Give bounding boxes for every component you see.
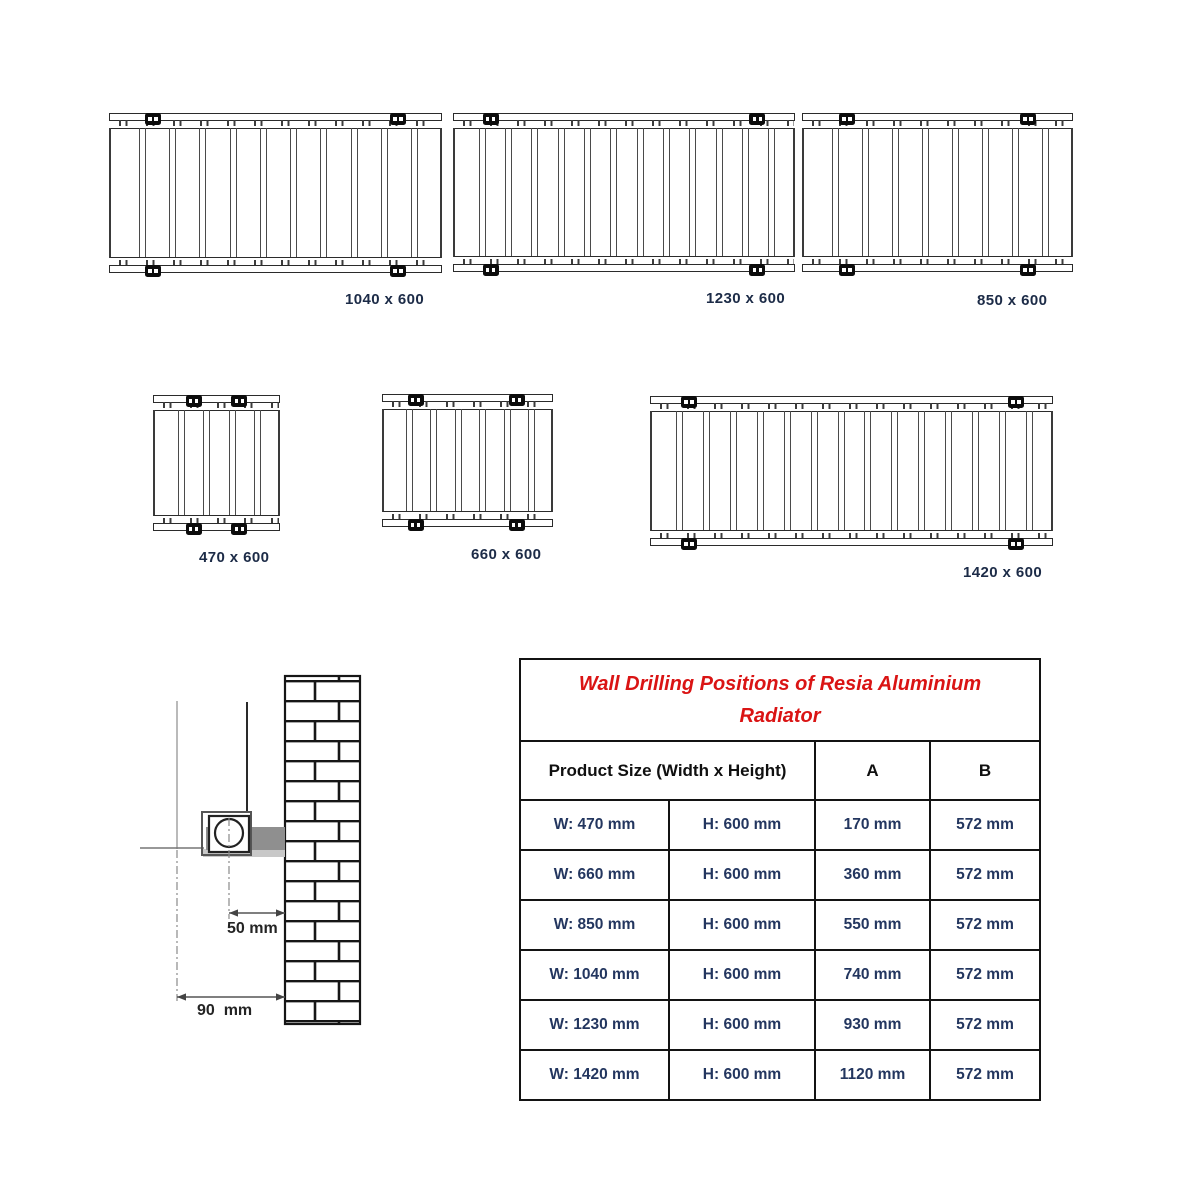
radiator-tube	[864, 411, 871, 531]
table-header-row	[521, 742, 1039, 801]
radiator-tube	[832, 128, 839, 257]
bracket-hole	[684, 542, 688, 546]
radiator-tube	[838, 411, 845, 531]
table-cell: H: 600 mm	[670, 851, 816, 899]
table-row	[521, 1001, 1039, 1051]
table-cell: 930 mm	[816, 1001, 931, 1049]
bracket-hole	[848, 117, 852, 121]
table-cell: 572 mm	[956, 866, 1014, 883]
bracket-hole	[235, 399, 239, 403]
bracket-hole	[154, 269, 158, 273]
table-cell: H: 600 mm	[670, 1001, 816, 1049]
bracket-hole	[189, 527, 193, 531]
radiator-tube	[381, 128, 388, 258]
table-cell: 572 mm	[956, 816, 1014, 833]
mounting-bracket-icon	[145, 113, 161, 125]
radiator-tube	[952, 128, 959, 257]
arrow-left-icon	[229, 909, 238, 916]
table-cell: 572 mm	[956, 1016, 1014, 1033]
table-row	[521, 951, 1039, 1001]
mounting-bracket-icon	[1020, 113, 1036, 125]
mounting-bracket-icon	[681, 538, 697, 550]
bracket-hole	[1023, 268, 1027, 272]
table-row	[521, 801, 1039, 851]
table-cell: W: 660 mm	[521, 851, 670, 899]
radiator-diagram-1420x600	[650, 396, 1053, 546]
radiator-tube	[290, 128, 297, 258]
col-header-b: B	[978, 760, 992, 780]
mounting-bracket-icon	[1008, 396, 1024, 408]
bracket-hole	[195, 527, 199, 531]
drilling-positions-table	[519, 658, 1041, 1101]
mounting-bracket-icon	[1008, 538, 1024, 550]
table-row	[521, 851, 1039, 901]
table-cell: W: 1040 mm	[521, 951, 670, 999]
bracket-hole	[399, 269, 403, 273]
tube-array	[650, 411, 1053, 531]
radiator-tube	[742, 128, 749, 257]
radiator-size-label: 1230 x 600	[706, 290, 786, 307]
bottom-header-pipe	[650, 538, 1053, 546]
bracket-hole	[518, 398, 522, 402]
bracket-hole	[753, 117, 757, 121]
mounting-bracket-icon	[681, 396, 697, 408]
bracket-hole	[195, 399, 199, 403]
bracket-hole	[393, 117, 397, 121]
tube-array	[382, 409, 553, 512]
bracket-hole	[848, 268, 852, 272]
radiator-diagram-850x600	[802, 113, 1073, 272]
bracket-hole	[417, 398, 421, 402]
mounting-bracket-icon	[231, 395, 247, 407]
table-cell: H: 600 mm	[670, 801, 816, 849]
radiator-size-label: 1040 x 600	[345, 291, 425, 308]
mounting-bracket-icon	[483, 264, 499, 276]
radiator-tube	[676, 411, 683, 531]
table-cell: 1120 mm	[816, 1051, 931, 1099]
table-cell: H: 600 mm	[670, 951, 816, 999]
table-cell: 572 mm	[956, 966, 1014, 983]
radiator-tube	[504, 409, 511, 512]
bracket-hole	[512, 523, 516, 527]
tube-array	[153, 410, 280, 516]
radiator-tube	[610, 128, 617, 257]
arrow-right-icon	[276, 993, 285, 1000]
mounting-bracket-icon	[483, 113, 499, 125]
bracket-hole	[1029, 117, 1033, 121]
bracket-hole	[492, 268, 496, 272]
radiator-size-label: 470 x 600	[199, 549, 270, 566]
mounting-bracket-icon	[186, 523, 202, 535]
radiator-tube	[918, 411, 925, 531]
bracket-hole	[753, 268, 757, 272]
table-row	[521, 1051, 1039, 1099]
mounting-bracket-icon	[390, 113, 406, 125]
radiator-tube	[892, 128, 899, 257]
table-cell: H: 600 mm	[670, 1051, 816, 1099]
tube-array	[109, 128, 442, 258]
radiator-tube	[703, 411, 710, 531]
table-cell: 572 mm	[956, 1066, 1014, 1083]
radiator-tube	[203, 410, 210, 516]
radiator-tube	[972, 411, 979, 531]
radiator-tube	[229, 410, 236, 516]
bracket-hole	[842, 117, 846, 121]
dimension-label-90mm: 90 mm	[197, 1002, 253, 1019]
table-cell: W: 850 mm	[521, 901, 670, 949]
mounting-bracket-icon	[408, 394, 424, 406]
radiator-tube	[320, 128, 327, 258]
bracket-hole	[1017, 542, 1021, 546]
radiator-tube	[768, 128, 775, 257]
wall-section-drawing	[140, 660, 380, 1040]
bracket-hole	[148, 269, 152, 273]
radiator-tube	[757, 411, 764, 531]
bracket-hole	[1029, 268, 1033, 272]
radiator-tube	[139, 128, 146, 258]
mounting-bracket-icon	[749, 113, 765, 125]
bracket-hole	[148, 117, 152, 121]
radiator-size-label: 1420 x 600	[963, 564, 1043, 581]
bracket-hole	[492, 117, 496, 121]
bracket-hole	[486, 117, 490, 121]
table-cell: 740 mm	[816, 951, 931, 999]
bracket-hole	[399, 117, 403, 121]
dimension-label-50mm: 50 mm	[227, 920, 278, 937]
radiator-size-label: 850 x 600	[977, 292, 1048, 309]
radiator-tube	[982, 128, 989, 257]
mounting-bracket-icon	[145, 265, 161, 277]
bracket-hole	[154, 117, 158, 121]
radiator-tube	[230, 128, 237, 258]
radiator-tube	[922, 128, 929, 257]
radiator-tube	[663, 128, 670, 257]
radiator-tube	[945, 411, 952, 531]
bracket-hole	[189, 399, 193, 403]
table-title-line2: Radiator	[739, 705, 821, 727]
bracket-hole	[417, 523, 421, 527]
radiator-tube	[811, 411, 818, 531]
tube-array	[453, 128, 795, 257]
bracket-hole	[759, 117, 763, 121]
radiator-tube	[1042, 128, 1049, 257]
mounting-bracket-icon	[390, 265, 406, 277]
arrow-left-icon	[177, 993, 186, 1000]
table-body	[521, 801, 1039, 1099]
bracket-hole	[1011, 400, 1015, 404]
radiator-tube	[178, 410, 185, 516]
mounting-bracket-icon	[839, 264, 855, 276]
col-header-product-size: Product Size (Width x Height)	[521, 742, 816, 799]
radiator-tube	[351, 128, 358, 258]
table-cell: 360 mm	[816, 851, 931, 899]
radiator-tube	[479, 409, 486, 512]
bracket-hole	[1023, 117, 1027, 121]
mounting-bracket-icon	[509, 519, 525, 531]
radiator-tube	[406, 409, 413, 512]
radiator-tube	[637, 128, 644, 257]
bracket-hole	[690, 542, 694, 546]
mounting-bracket-icon	[509, 394, 525, 406]
bracket-hole	[684, 400, 688, 404]
bottom-header-pipe	[153, 523, 280, 531]
bracket-hole	[690, 400, 694, 404]
table-title	[521, 660, 1039, 742]
radiator-tube	[558, 128, 565, 257]
bracket-hole	[393, 269, 397, 273]
mounting-bracket-icon	[231, 523, 247, 535]
brick-wall	[285, 676, 360, 1024]
bracket-hole	[411, 398, 415, 402]
bracket-hole	[486, 268, 490, 272]
radiator-tube	[862, 128, 869, 257]
radiator-tube	[169, 128, 176, 258]
radiator-tube	[1026, 411, 1033, 531]
table-cell: W: 1230 mm	[521, 1001, 670, 1049]
radiator-tube	[689, 128, 696, 257]
radiator-tube	[199, 128, 206, 258]
bracket-hole	[1011, 542, 1015, 546]
radiator-size-label: 660 x 600	[471, 546, 542, 563]
bracket-hole	[235, 527, 239, 531]
radiator-diagram-1230x600	[453, 113, 795, 272]
tube-array	[802, 128, 1073, 257]
radiator-tube	[479, 128, 486, 257]
table-cell: H: 600 mm	[670, 901, 816, 949]
radiator-diagram-1040x600	[109, 113, 442, 273]
radiator-tube	[528, 409, 535, 512]
mounting-bracket-icon	[839, 113, 855, 125]
mounting-bracket-icon	[186, 395, 202, 407]
bracket-hole	[518, 523, 522, 527]
radiator-tube	[730, 411, 737, 531]
bracket-hole	[241, 527, 245, 531]
table-cell: W: 1420 mm	[521, 1051, 670, 1099]
table-cell: 170 mm	[816, 801, 931, 849]
radiator-tube	[784, 411, 791, 531]
radiator-tube	[531, 128, 538, 257]
radiator-tube	[999, 411, 1006, 531]
table-cell: W: 470 mm	[521, 801, 670, 849]
table-title-line1: Wall Drilling Positions of Resia Aluminium	[578, 673, 982, 695]
table-row	[521, 901, 1039, 951]
radiator-tube	[584, 128, 591, 257]
bracket-hole	[512, 398, 516, 402]
bottom-header-pipe	[453, 264, 795, 272]
bracket-hole	[241, 399, 245, 403]
radiator-tube	[891, 411, 898, 531]
mounting-bracket-icon	[1020, 264, 1036, 276]
bracket-hole	[759, 268, 763, 272]
bracket-hole	[411, 523, 415, 527]
radiator-tube	[455, 409, 462, 512]
radiator-tube	[1012, 128, 1019, 257]
radiator-tube	[254, 410, 261, 516]
bracket-hole	[1017, 400, 1021, 404]
mounting-bracket-icon	[749, 264, 765, 276]
table-cell: 572 mm	[956, 916, 1014, 933]
bracket-hole	[842, 268, 846, 272]
arrow-right-icon	[276, 909, 285, 916]
table-cell: 550 mm	[816, 901, 931, 949]
wall-mounting-diagram	[140, 660, 380, 1040]
radiator-diagram-470x600	[153, 395, 280, 531]
radiator-tube	[411, 128, 418, 258]
radiator-diagram-660x600	[382, 394, 553, 527]
col-header-a: A	[816, 742, 931, 799]
mounting-bracket-icon	[408, 519, 424, 531]
radiator-tube	[505, 128, 512, 257]
radiator-tube	[430, 409, 437, 512]
radiator-tube	[260, 128, 267, 258]
radiator-tube	[716, 128, 723, 257]
